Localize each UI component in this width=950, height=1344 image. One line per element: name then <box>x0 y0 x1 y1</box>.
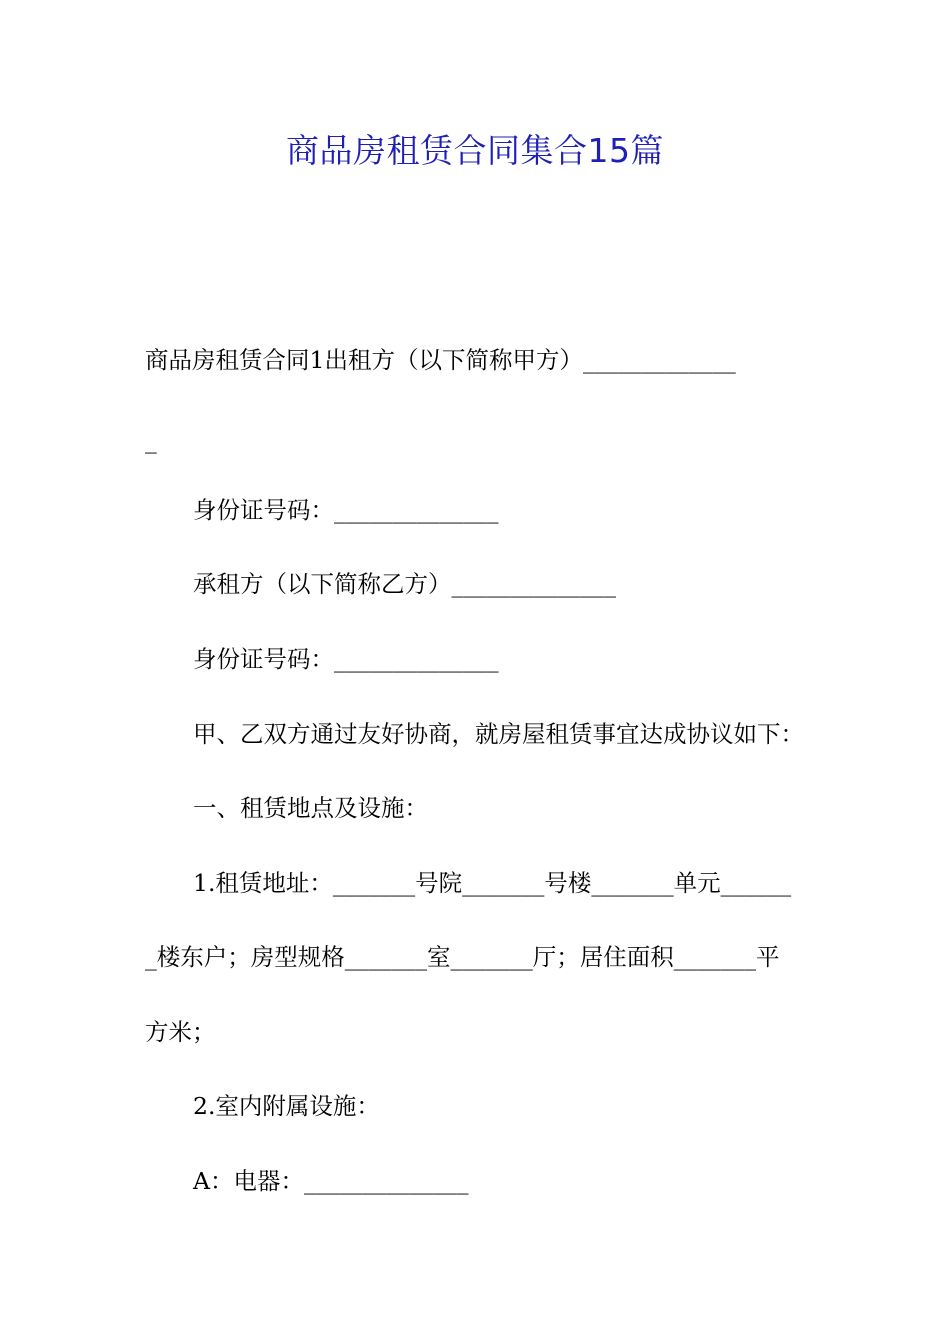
document-title: 商品房租赁合同集合15篇 <box>286 131 664 170</box>
paragraph-line: 身份证号码：______________ <box>193 496 499 524</box>
paragraph-line: 一、租赁地点及设施： <box>193 794 428 822</box>
paragraph-line: _ <box>145 426 157 454</box>
paragraph-line <box>145 340 950 380</box>
lessor-field: 出租方（以下简称甲方）_____________ <box>324 346 736 374</box>
section-heading: 商品房租赁合同1 <box>145 346 325 374</box>
paragraph-line: 承租方（以下简称乙方）______________ <box>193 570 616 598</box>
paragraph-line: 甲、乙双方通过友好协商，就房屋租赁事宜达成协议如下： <box>193 720 804 748</box>
paragraph-line: _楼东户；房型规格_______室_______厅；居住面积_______平 <box>145 943 780 971</box>
paragraph-line: 2.室内附属设施： <box>193 1092 380 1120</box>
paragraph-line: 方米； <box>145 1018 216 1046</box>
paragraph-line: 1.租赁地址：_______号院_______号楼_______单元______ <box>193 869 792 897</box>
paragraph-line: 身份证号码：______________ <box>193 645 499 673</box>
paragraph-line: A：电器：______________ <box>193 1167 469 1195</box>
